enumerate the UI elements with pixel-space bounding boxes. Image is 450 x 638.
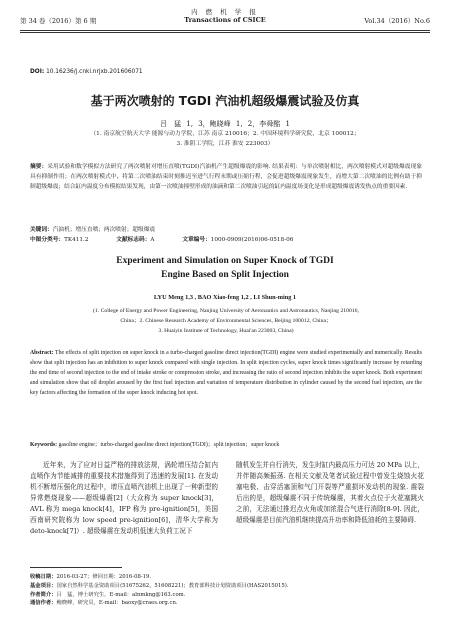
footnotes xyxy=(30,573,425,608)
affiliation-line: （1. 南京航空航天大学 能源与动力学院，江苏 南京 210016；2. 中国环境科学研究院，北京 100012； xyxy=(90,131,360,137)
title-en-line: Engine Based on Split Injection xyxy=(161,270,289,280)
affiliation-en-line: China；2. Chinese Research Academy of Environmental Sciences, Beijing 100012, China； xyxy=(120,318,332,324)
keywords-en xyxy=(30,439,422,448)
footnote-rule xyxy=(30,567,122,568)
article-number: 文章编号：1000-0909(2016)06-0518-06 xyxy=(182,237,294,243)
abstract-en-text: The effects of split injection on super knock in a turbo-charged gasoline direct injection(TGDI) engine were studied experimentally and numerically. Results show that split injection has an inhibition to super knock compared with single injection. In split injection cycles, super knock times significantly increase by retarding the end time of second injection to the end of intake stroke or compression stroke, and increasing the ratio of second injection inhibits the super knock. Both experiment and simulation show that oil droplet aroused by the first fuel injection and variation of temperature distribution in cylinder caused by the second fuel injection, are the key factors affecting the formation of the super knock inducing hot spot. xyxy=(30,350,422,396)
journal-name-en: Transactions of CSICE xyxy=(184,16,266,24)
clc-number: 中图分类号：TK411.2 xyxy=(30,237,89,243)
doi-line xyxy=(30,69,143,75)
keywords-cn-text: 汽油机；增压直喷；两次喷射；超级爆震 xyxy=(52,227,156,233)
paper-title-en xyxy=(0,254,450,282)
paper-title-cn: 基于两次喷射的 TGDI 汽油机超级爆震试验及仿真 xyxy=(90,94,360,108)
abstract-cn xyxy=(30,162,422,192)
affiliations-cn xyxy=(40,130,410,149)
footnote-corresponding: 通信作者：鲍晓峰，研究员，E-mail：baoxy@craes.org.cn. xyxy=(30,600,178,607)
affiliation-line: 3. 淮阴工学院，江苏 淮安 223003） xyxy=(176,140,274,147)
journal-name-cn: 内 燃 机 学 报 xyxy=(191,8,259,16)
affiliation-en-line: 3. Huaiyin Institute of Technology, Huai'an 223003, China) xyxy=(158,328,294,334)
title-en-line: Experiment and Simulation on Super Knock of TGDI xyxy=(116,256,334,266)
header-rule-thin xyxy=(20,32,430,33)
abstract-cn-text: 采用试验和数学模拟方法研究了两次喷射对增压直喷(TGDI)汽油机产生超级爆震的影响. 结果表明：与单次喷射相比，两次喷射模式对超级爆震现象具有抑制作用；在两次喷射模式中，将第二次喷油结束时刻推迟至进气行程末期或压缩行程，会促进超级爆震现象发生，而增大第二次喷油的比例有助于抑制超级爆震；结合缸内温度分布模拟结果发现，由第一次喷油撞壁形成的油滴和第二次喷油引起的缸内温度场变化是形成超级爆震诱发热点的重要因素. xyxy=(30,164,423,190)
keywords-en-text: gasoline engine；turbo-charged gasoline direct injection(TGDI)；split injection；super knock xyxy=(58,442,280,448)
footnote-funding: 基金项目：国家自然科学基金资助项目(51675262，51608221)；教育部科技计划资助项目(HAS2015015). xyxy=(30,582,289,589)
keywords-cn xyxy=(30,224,422,233)
document-code: 文献标志码：A xyxy=(116,237,155,243)
doi-value: 10.16236/j.cnki.nrjxb.201606071 xyxy=(46,69,143,75)
abstract-en-label: Abstract: xyxy=(30,350,54,356)
abstract-cn-label: 摘要： xyxy=(30,164,48,170)
affiliation-en-line: (1. College of Energy and Power Engineering, Nanjing University of Aeronautics and Astronautics, Nanjing 210016, xyxy=(93,308,359,314)
keywords-en-label: Keywords: xyxy=(30,442,58,448)
header-rule xyxy=(20,30,430,31)
classification-line xyxy=(30,234,319,243)
authors-en: LYU Meng 1,3 , BAO Xiao-feng 1,2 , LI Shun-ming 1 xyxy=(153,294,297,301)
abstract-en xyxy=(30,348,422,398)
running-header-issue: 第 34 卷（2016）第 6 期 xyxy=(20,17,97,25)
affiliations-en xyxy=(36,306,416,336)
footnote-author-bio: 作者简介：吕 猛，博士研究生，E-mail：alnmkng@163.com. xyxy=(30,591,186,598)
running-header-volume: Vol.34（2016）No.6 xyxy=(364,17,430,25)
doi-label: DOI: xyxy=(30,69,45,75)
body-column-left: 近年来，为了应对日益严格的排放法规，涡轮增压结合缸内直喷作为节能减排的重要技术措施得到了迅速的发展[1]. 在发动机不断增压强化的过程中，增压直喷汽油机上出现了一种新型的异常燃烧现象——超级爆震[2]（大众称为 super knock[3]，AVL 称为 mega knock[4]，IFP 称为 pre-ignition[5]，美国西南研究院称为 low speed pre-ignition[6]，清华大学称为 deto-knock[7]）. 超级爆震在发动机低速大负荷工况下 xyxy=(30,461,218,535)
authors-cn: 吕 猛 1, 3，鲍晓峰 1, 2，李舜酩 1 xyxy=(160,120,290,128)
keywords-cn-label: 关键词： xyxy=(30,227,53,233)
footnote-received: 收稿日期：2016-03-27；修回日期：2016-08-19. xyxy=(30,574,152,580)
body-column-right: 随机发生并自行消失，发生时缸内最高压力可达 20 MPa 以上，并伴随高频振荡. 在相关文献及笔者试验过程中曾发生烧蚀火花塞电极、击穿活塞顶和气门开裂等严重损坏发动机的现象. 震裂后出的是，超级爆震不同于传统爆震，其着火点位于火花塞跳火之前，无法通过推迟点火角或加浓混合气进行消除[8-9]. 因此，超级爆震是目前汽油机继续提高升功率和降低油耗的主要障碍. xyxy=(236,461,424,524)
